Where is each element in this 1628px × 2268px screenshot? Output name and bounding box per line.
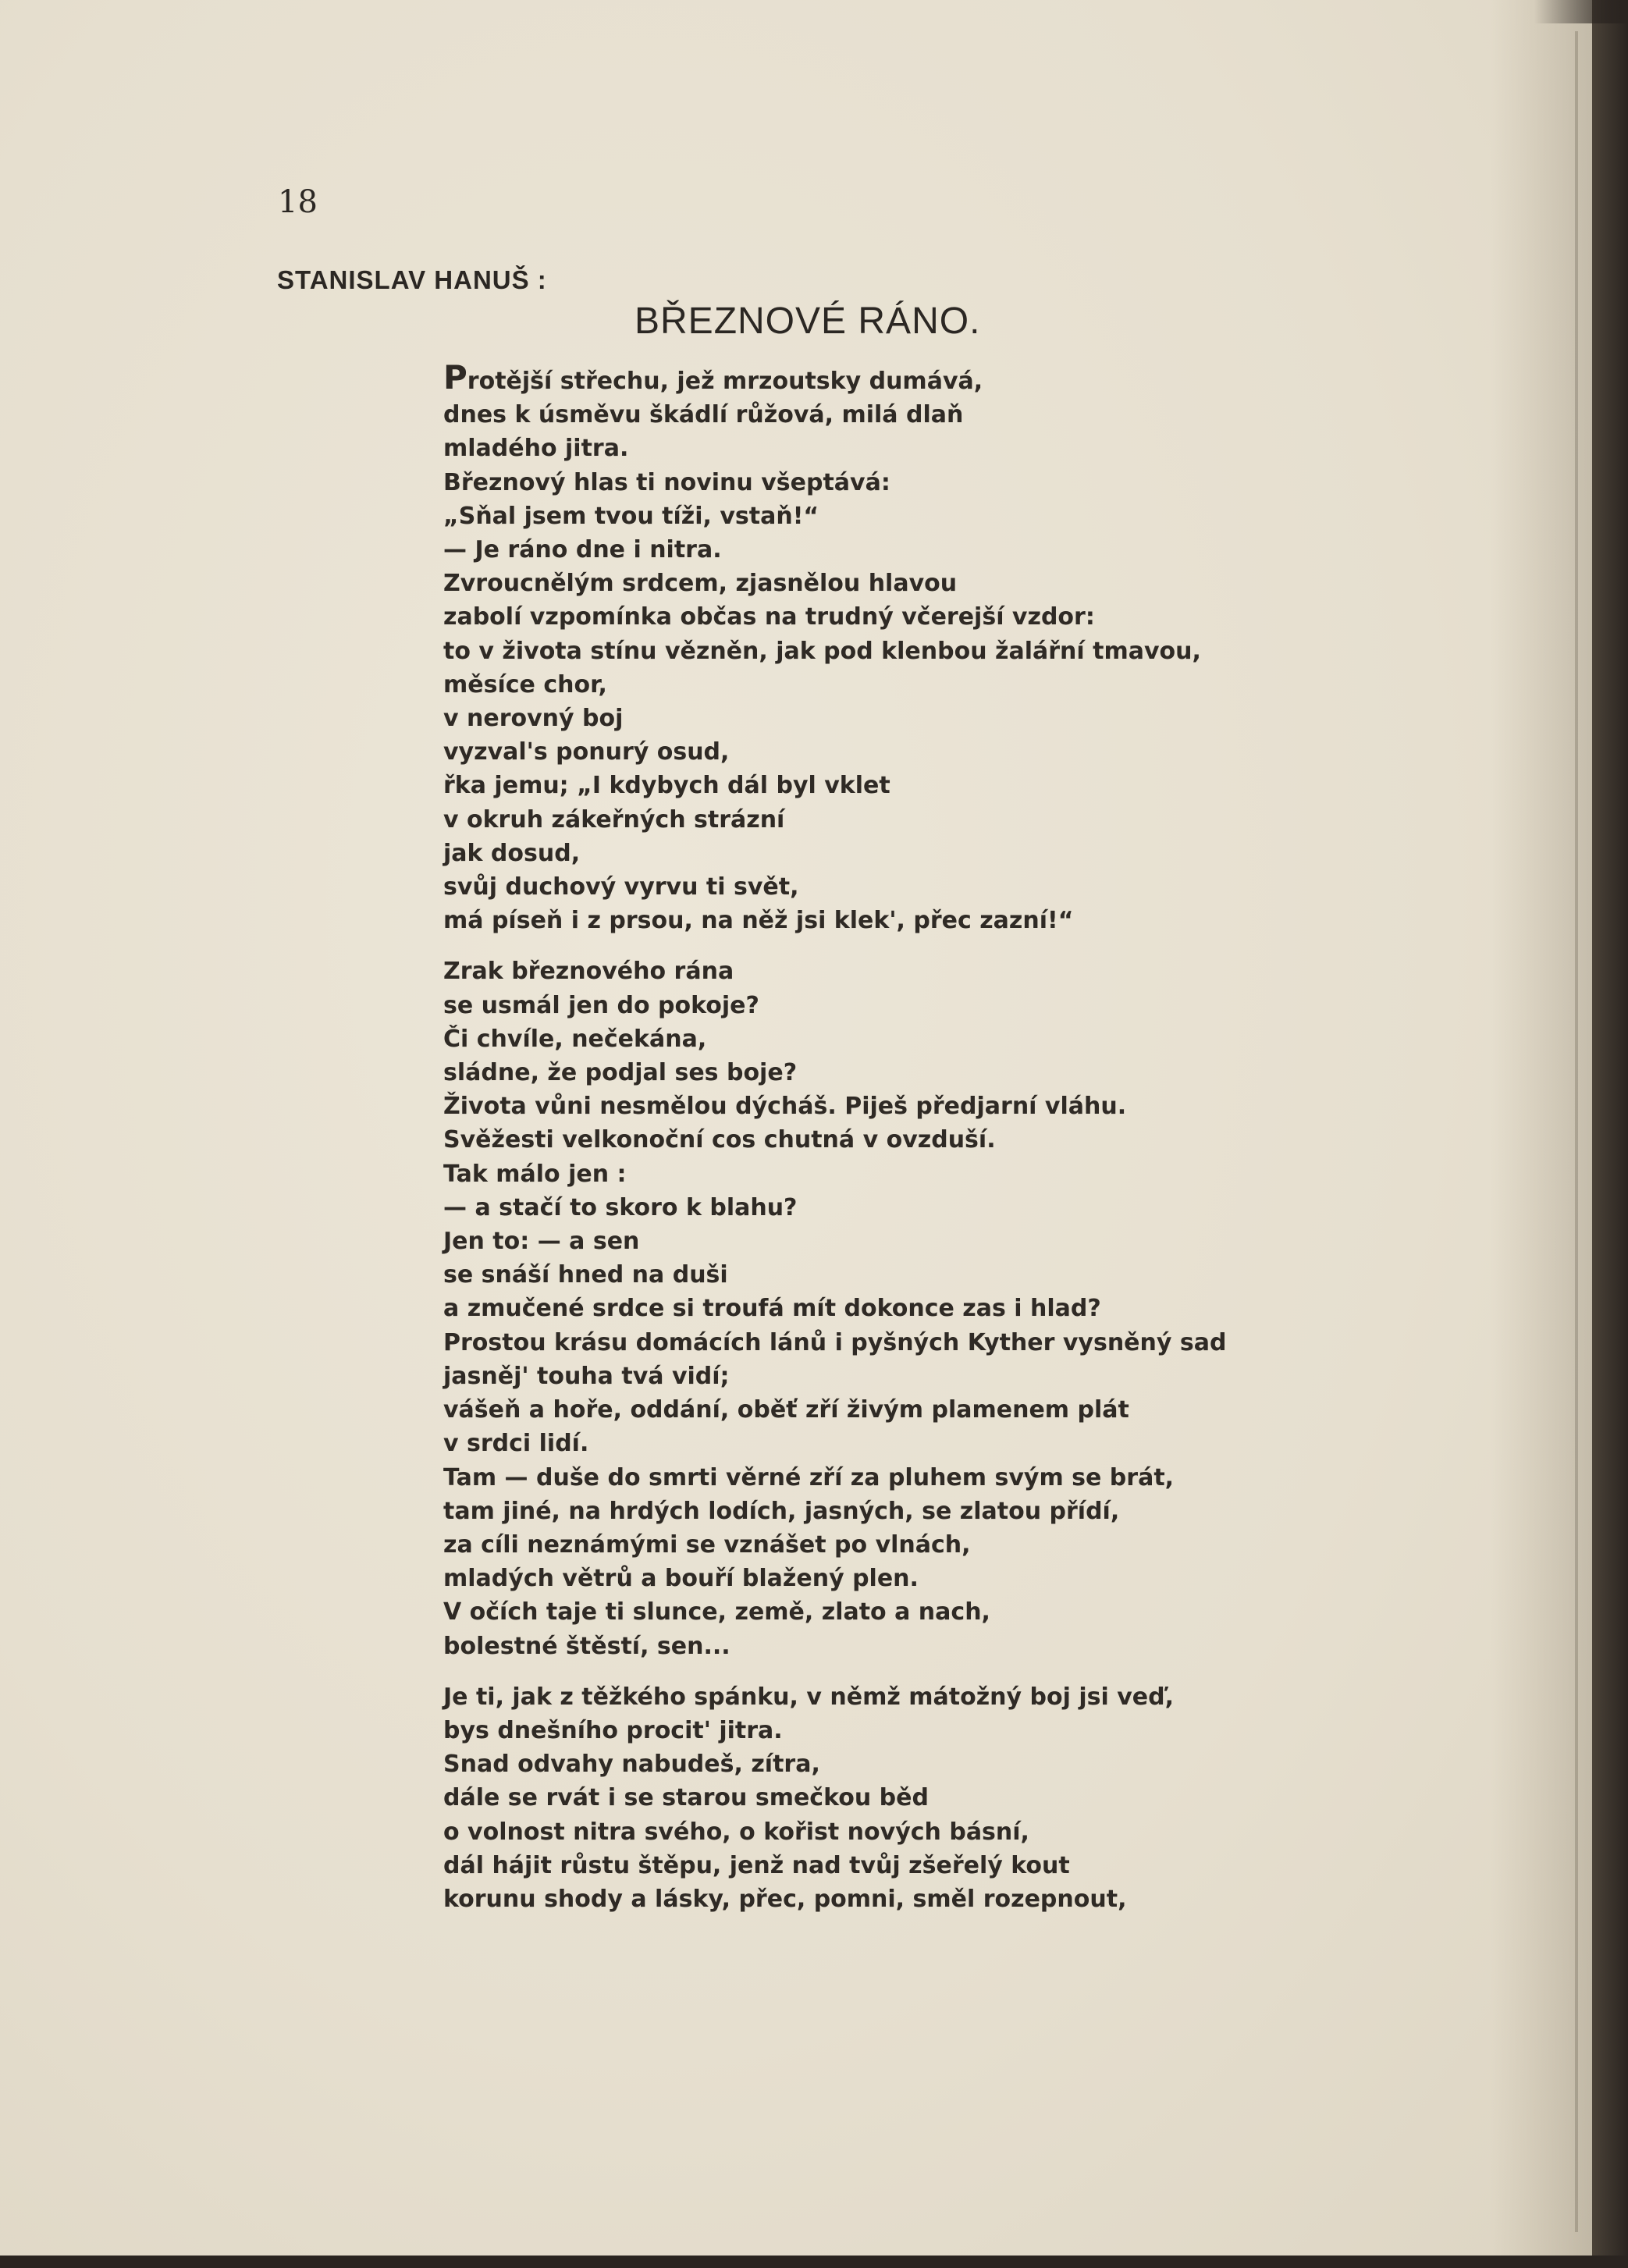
poem-line: Prostou krásu domácích lánů i pyšných Kyther vysněný sad bbox=[443, 1328, 1227, 1356]
poem-line: Či chvíle, nečekána, bbox=[443, 1025, 707, 1053]
scan-border-right bbox=[1592, 0, 1628, 2268]
poem-line: to v života stínu vězněn, jak pod klenbou žalářní tmavou, bbox=[443, 637, 1201, 665]
poem-line: „Sňal jsem tvou tíži, vstaň!“ bbox=[443, 502, 819, 530]
poem-stanza bbox=[443, 358, 1341, 937]
poem-line: Tam — duše do smrti věrné zří za pluhem svým se brát, bbox=[443, 1463, 1175, 1491]
poem-stanza bbox=[443, 954, 1341, 1662]
poem-line: o volnost nitra svého, o kořist nových básní, bbox=[443, 1818, 1029, 1846]
author-name: STANISLAV HANUŠ : bbox=[277, 265, 547, 294]
poem-line: vášeň a hoře, oddání, oběť zří živým plamenem plát bbox=[443, 1396, 1129, 1424]
scan-corner bbox=[1534, 0, 1628, 23]
poem-line: — Je ráno dne i nitra. bbox=[443, 536, 722, 564]
poem-line: korunu shody a lásky, přec, pomni, směl rozepnout, bbox=[443, 1885, 1127, 1913]
poem-line: se usmál jen do pokoje? bbox=[443, 991, 759, 1019]
poem-line: Svěžesti velkonoční cos chutná v ovzduší. bbox=[443, 1126, 996, 1154]
poem-line: vyzval's ponurý osud, bbox=[443, 738, 730, 766]
poem-line: Je ti, jak z těžkého spánku, v němž mátožný boj jsi veď, bbox=[443, 1683, 1174, 1711]
poem-body bbox=[443, 358, 1341, 1916]
poem-line: dále se rvát i se starou smečkou běd bbox=[443, 1784, 929, 1812]
poem-line: mladých větrů a bouří blažený plen. bbox=[443, 1565, 919, 1593]
page-fold-line bbox=[1575, 31, 1578, 2232]
poem-line: Jen to: — a sen bbox=[443, 1228, 640, 1256]
poem-line: a zmučené srdce si troufá mít dokonce zas i hlad? bbox=[443, 1295, 1101, 1323]
poem-line: jasněj' touha tvá vidí; bbox=[443, 1362, 730, 1390]
poem-line: svůj duchový vyrvu ti svět, bbox=[443, 873, 799, 901]
scan-border-bottom bbox=[0, 2256, 1628, 2268]
poem-line: měsíce chor, bbox=[443, 670, 607, 699]
poem-line: má píseň i z prsou, na něž jsi klek', přec zazní!“ bbox=[443, 907, 1074, 935]
poem-line: Zvroucnělým srdcem, zjasnělou hlavou bbox=[443, 570, 958, 598]
poem-line: dál hájit růstu štěpu, jenž nad tvůj zšeřelý kout bbox=[443, 1851, 1070, 1879]
poem-title: BŘEZNOVÉ RÁNO. bbox=[634, 300, 981, 342]
poem-line: v nerovný boj bbox=[443, 705, 624, 733]
page-number: 18 bbox=[278, 184, 318, 220]
poem-line: jak dosud, bbox=[443, 839, 581, 867]
poem-line: tam jiné, na hrdých lodích, jasných, se zlatou přídí, bbox=[443, 1497, 1120, 1525]
poem-line: se snáší hned na duši bbox=[443, 1261, 728, 1289]
poem-line: řka jemu; „I kdybych dál byl vklet bbox=[443, 772, 890, 800]
poem-line: Protější střechu, jež mrzoutsky dumává, bbox=[443, 358, 983, 396]
poem-line: Tak málo jen : bbox=[443, 1160, 627, 1188]
poem-line: sládne, že podjal ses boje? bbox=[443, 1059, 798, 1087]
poem-line: bys dnešního procit' jitra. bbox=[443, 1716, 783, 1744]
poem-line: mladého jitra. bbox=[443, 435, 629, 463]
poem-line: V očích taje ti slunce, země, zlato a nach, bbox=[443, 1598, 990, 1626]
poem-line: zabolí vzpomínka občas na trudný včerejší vzdor: bbox=[443, 603, 1095, 631]
poem-stanza bbox=[443, 1680, 1341, 1916]
poem-line: bolestné štěstí, sen... bbox=[443, 1632, 730, 1660]
poem-line: v srdci lidí. bbox=[443, 1430, 589, 1458]
poem-line: dnes k úsměvu škádlí růžová, milá dlaň bbox=[443, 401, 964, 429]
poem-line: Zrak březnového rána bbox=[443, 958, 734, 986]
poem-line: v okruh zákeřných strázní bbox=[443, 805, 785, 834]
poem-line: za cíli neznámými se vznášet po vlnách, bbox=[443, 1530, 971, 1559]
poem-line: Březnový hlas ti novinu všeptává: bbox=[443, 468, 890, 496]
poem-line: Snad odvahy nabudeš, zítra, bbox=[443, 1751, 820, 1779]
poem-line: Života vůni nesmělou dýcháš. Piješ předjarní vláhu. bbox=[443, 1093, 1127, 1121]
poem-line: — a stačí to skoro k blahu? bbox=[443, 1193, 798, 1221]
